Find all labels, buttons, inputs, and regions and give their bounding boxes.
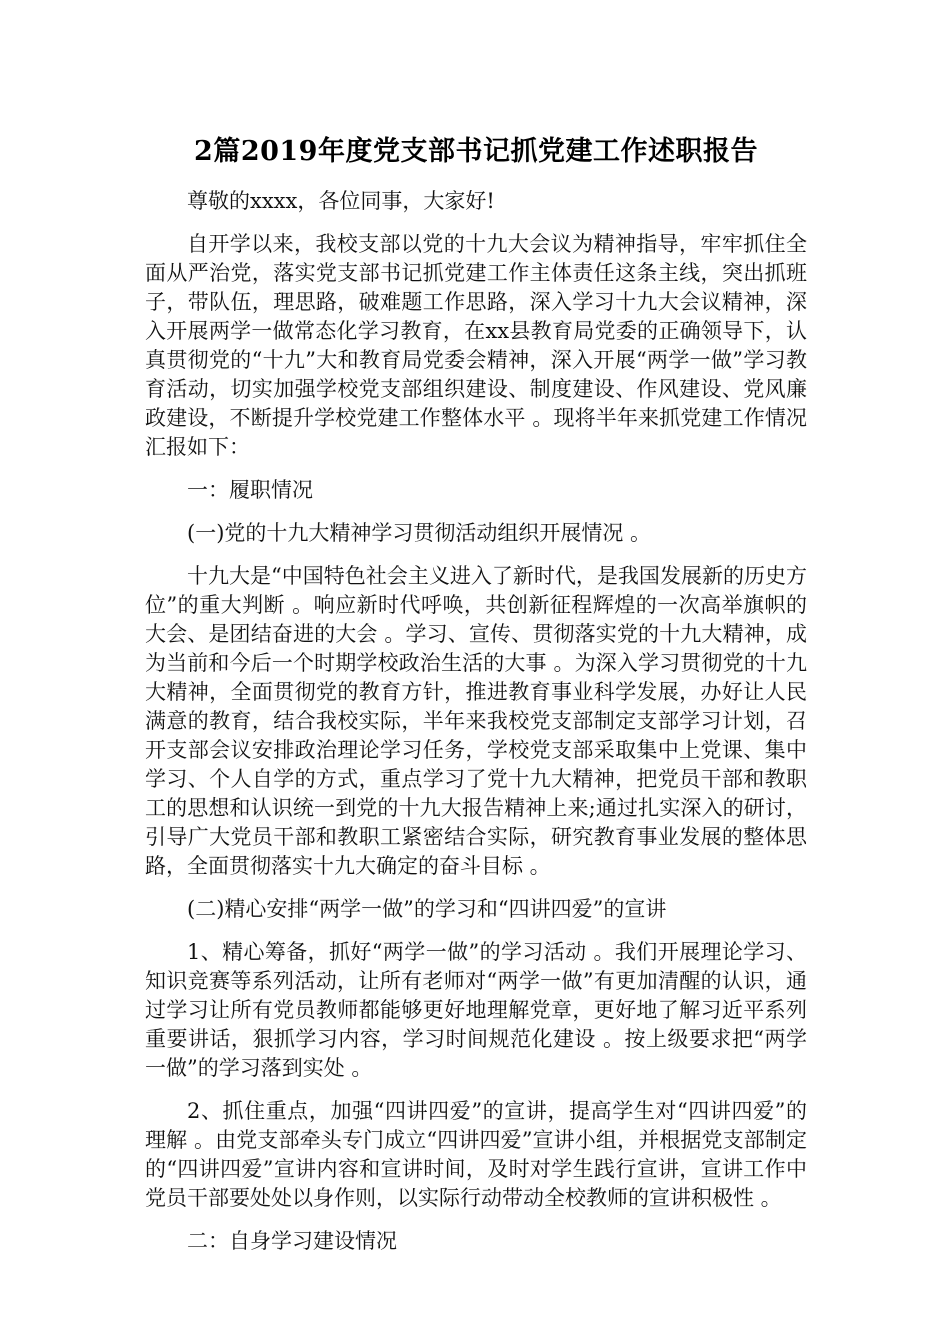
list-item-lectures: 2、抓住重点，加强“四讲四爱”的宣讲，提高学生对“四讲四爱”的理解 。由党支部牵头专门成立“四讲四爱”宣讲小组，并根据党支部制定的“四讲四爱”宣讲内容和宣讲时间，及时对学生践行宣讲，宣讲工作中党员干部要处处以身作则，以实际行动带动全校教师的宣讲积极性 。 xyxy=(145,1099,807,1210)
list-item-learning: 1、精心筹备，抓好“两学一做”的学习活动 。我们开展理论学习、知识竞赛等系列活动，让所有老师对“两学一做”有更加清醒的认识，通过学习让所有党员教师都能够更好地理解党章，更好地了解习近平系列重要讲话，狠抓学习内容，学习时间规范化建设 。按上级要求把“两学一做”的学习落到实处 。 xyxy=(145,940,807,1080)
document-body xyxy=(145,133,807,1270)
section-heading-performance: 一：履职情况 xyxy=(187,478,313,502)
greeting-paragraph: 尊敬的xxxx，各位同事，大家好! xyxy=(187,189,495,213)
intro-paragraph: 自开学以来，我校支部以党的十九大会议为精神指导，牢牢抓住全面从严治党，落实党支部书记抓党建工作主体责任这条主线，突出抓班子，带队伍，理思路，破难题工作思路，深入学习十九大会议精神，深入开展两学一做常态化学习教育，在xx县教育局党委的正确领导下，认真贯彻党的“十九”大和教育局党委会精神，深入开展“两学一做”学习教育活动，切实加强学校党支部组织建设、制度建设、作风建设、党风廉政建设，不断提升学校党建工作整体水平 。现将半年来抓党建工作情况汇报如下： xyxy=(145,232,807,459)
subsection-heading-study: (一)党的十九大精神学习贯彻活动组织开展情况 。 xyxy=(187,521,652,545)
study-paragraph: 十九大是“中国特色社会主义进入了新时代，是我国发展新的历史方位”的重大判断 。响应新时代呼唤，共创新征程辉煌的一次高举旗帜的大会、是团结奋进的大会 。学习、宣传、贯彻落实党的十九大精神，成为当前和今后一个时期学校政治生活的大事 。为深入学习贯彻党的十九大精神，全面贯彻党的教育方针，推进教育事业科学发展，办好让人民满意的教育，结合我校实际，半年来我校党支部制定支部学习计划，召开支部会议安排政治理论学习任务，学校党支部采取集中上党课、集中学习、个人自学的方式，重点学习了党十九大精神，把党员干部和教职工的思想和认识统一到党的十九大报告精神上来;通过扎实深入的研讨，引导广大党员干部和教职工紧密结合实际，研究教育事业发展的整体思路，全面贯彻落实十九大确定的奋斗目标 。 xyxy=(145,564,807,878)
document-title: 2篇2019年度党支部书记抓党建工作述职报告 xyxy=(194,136,758,167)
subsection-heading-lectures: (二)精心安排“两学一做”的学习和“四讲四爱”的宣讲 xyxy=(187,897,667,921)
section-heading-self-study: 二：自身学习建设情况 xyxy=(187,1229,397,1253)
